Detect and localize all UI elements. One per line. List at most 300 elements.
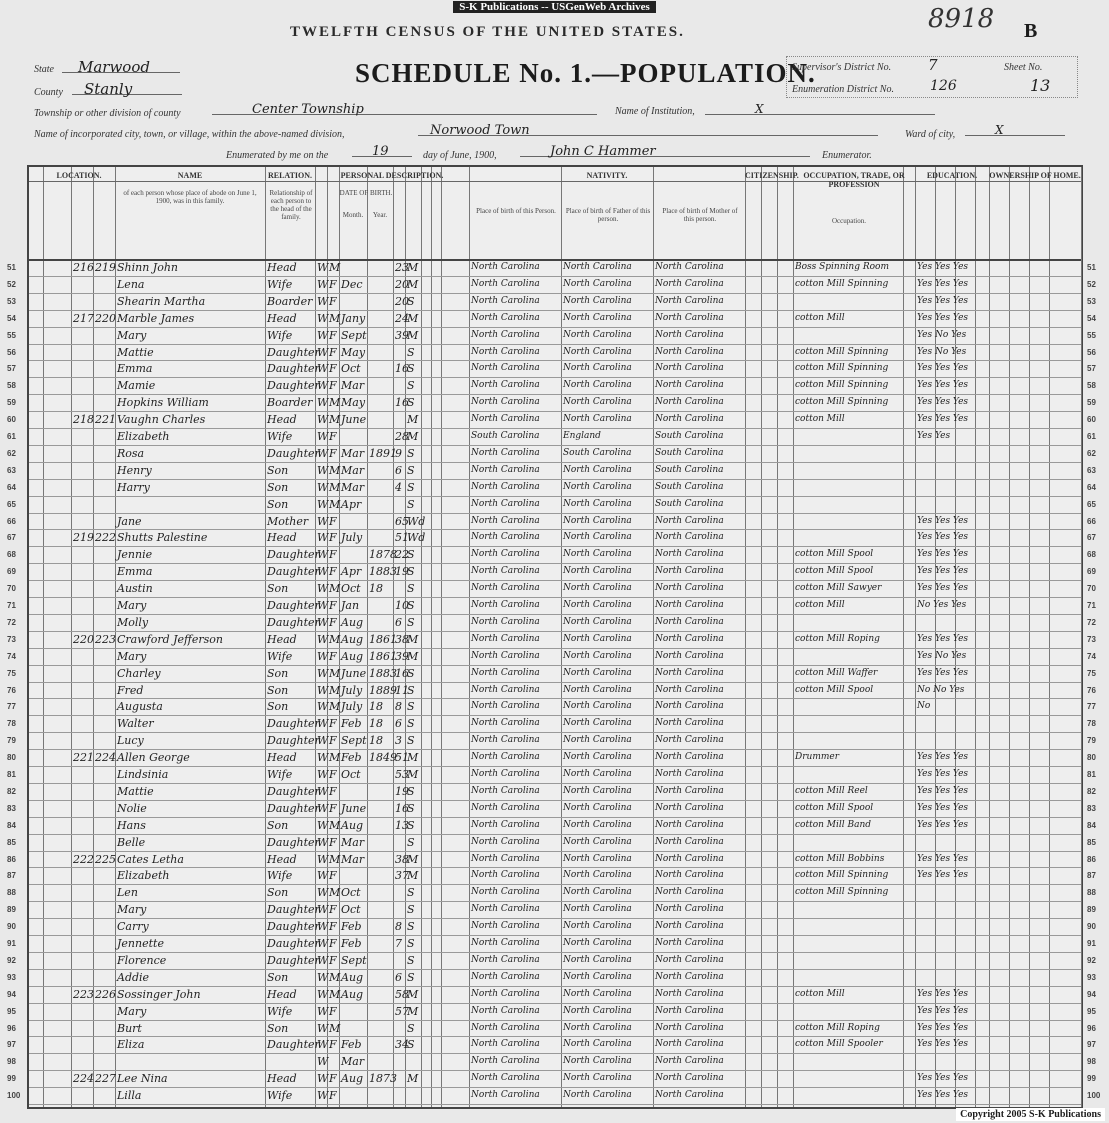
cell-edu: Yes Yes Yes — [917, 363, 969, 374]
cell-sex: F — [329, 869, 337, 883]
row-number: 73 — [7, 634, 16, 644]
cell-cond: S — [407, 362, 415, 376]
cell-color: W — [317, 987, 329, 1001]
row-number-right: 86 — [1087, 854, 1096, 864]
cell-age: 39 — [395, 649, 409, 663]
cell-sex: M — [329, 818, 341, 832]
cell-occ: cotton Mill Spinning — [795, 397, 889, 408]
cell-rel: Daughter — [267, 615, 320, 629]
cell-age: 4 — [395, 480, 402, 494]
cell-mother: North Carolina — [655, 329, 724, 340]
cell-sex: F — [329, 294, 337, 308]
subhead-birth_mother: Place of birth of Mother of this person. — [662, 207, 738, 223]
cell-name: Mary — [117, 599, 147, 612]
row-number: 67 — [7, 533, 16, 543]
cell-birth: North Carolina — [471, 752, 540, 763]
cell-occ: cotton Mill Roping — [795, 633, 880, 644]
cell-month: June — [341, 413, 367, 427]
cell-occ: Boss Spinning Room — [795, 262, 889, 272]
row-number: 80 — [7, 753, 16, 763]
row-number: 96 — [7, 1023, 16, 1033]
row-number-right: 80 — [1087, 753, 1096, 763]
column-rule — [421, 167, 422, 1107]
cell-month: Feb — [341, 717, 362, 731]
cell-month: Mar — [341, 1055, 365, 1069]
cell-mother: North Carolina — [655, 295, 724, 306]
row-number: 99 — [7, 1074, 16, 1084]
cell-color: W — [317, 514, 329, 528]
cell-edu: No Yes Yes — [917, 600, 967, 610]
cell-color: W — [317, 1055, 329, 1069]
column-group-7: OCCUPATION, TRADE, OR PROFESSION — [803, 171, 905, 189]
cell-edu: Yes Yes Yes — [917, 853, 969, 864]
cell-birth: North Carolina — [471, 701, 540, 712]
cell-rel: Son — [267, 497, 289, 511]
cell-edu: Yes Yes Yes — [917, 262, 969, 272]
cell-color: W — [317, 835, 329, 849]
cell-cond: S — [407, 1021, 415, 1035]
cell-month: Oct — [341, 903, 361, 917]
cell-cond: S — [407, 683, 415, 697]
cell-month: Sept — [341, 328, 367, 342]
cell-edu: Yes No Yes — [917, 346, 967, 357]
cell-father: North Carolina — [563, 921, 632, 932]
cell-cond: M — [407, 277, 419, 291]
cell-rel: Daughter — [267, 362, 320, 376]
cell-color: W — [317, 717, 329, 731]
cell-edu: Yes Yes Yes — [917, 397, 969, 408]
row-number-right: 67 — [1087, 533, 1096, 543]
cell-rel: Head — [267, 261, 297, 274]
row-number: 70 — [7, 584, 16, 594]
cell-month: Dec — [341, 277, 363, 291]
row-number-right: 85 — [1087, 837, 1096, 847]
cell-age: 19 — [395, 784, 409, 798]
row-number-right: 81 — [1087, 770, 1096, 779]
cell-birth: North Carolina — [471, 262, 540, 272]
sheet-letter: B — [1024, 20, 1038, 42]
cell-family: 219 — [95, 261, 116, 274]
row-number-right: 58 — [1087, 381, 1096, 391]
cell-sex: M — [329, 413, 341, 427]
row-number: 98 — [7, 1057, 16, 1067]
cell-color: W — [317, 446, 329, 460]
row-number-right: 60 — [1087, 415, 1096, 425]
cell-cond: M — [407, 632, 419, 646]
schedule-title: SCHEDULE No. 1.—POPULATION. — [355, 58, 816, 88]
cell-year: 18 — [369, 717, 383, 731]
row-number-right: 91 — [1087, 939, 1096, 948]
subhead-year: Year. — [372, 211, 388, 219]
cell-cond: S — [407, 565, 415, 579]
cell-age: 6 — [395, 615, 402, 629]
cell-mother: North Carolina — [655, 363, 724, 374]
cell-dwelling: 221 — [73, 751, 94, 765]
cell-birth: North Carolina — [471, 1073, 540, 1084]
column-group-8: EDUCATION. — [926, 171, 978, 180]
enum-month-label: day of June, 1900, — [423, 150, 497, 161]
row-number: 89 — [7, 905, 16, 915]
cell-birth: North Carolina — [471, 938, 540, 948]
row-number: 72 — [7, 617, 16, 627]
cell-rel: Daughter — [267, 345, 320, 359]
cell-father: North Carolina — [563, 667, 632, 678]
column-group-1: LOCATION. — [56, 171, 102, 180]
cell-age: 19 — [395, 565, 409, 579]
row-number: 61 — [7, 432, 16, 441]
enum-district-value: 126 — [930, 78, 957, 94]
cell-color: W — [317, 497, 329, 511]
row-number-right: 83 — [1087, 803, 1096, 813]
cell-rel: Head — [267, 311, 297, 325]
cell-father: North Carolina — [563, 735, 632, 746]
cell-sex: F — [329, 531, 337, 545]
cell-age: 16 — [395, 396, 409, 410]
cell-family: 224 — [95, 751, 116, 765]
cell-color: W — [317, 818, 329, 832]
cell-edu: Yes Yes Yes — [917, 802, 969, 813]
cell-sex: F — [329, 801, 337, 815]
cell-month: Oct — [341, 362, 361, 376]
row-number: 68 — [7, 550, 16, 560]
row-number-right: 64 — [1087, 482, 1096, 492]
cell-occ: cotton Mill Bobbins — [795, 853, 885, 864]
cell-month: Mar — [341, 480, 365, 494]
cell-month: Feb — [341, 1038, 362, 1052]
cell-rel: Daughter — [267, 937, 320, 950]
cell-color: W — [317, 362, 329, 376]
cell-edu: Yes Yes Yes — [917, 870, 969, 881]
cell-sex: M — [329, 987, 341, 1001]
cell-rel: Son — [267, 700, 289, 714]
cell-birth: North Carolina — [471, 481, 540, 492]
cell-name: Cates Letha — [117, 852, 184, 866]
cell-month: Aug — [341, 615, 364, 629]
cell-name: Austin — [117, 582, 153, 596]
cell-sex: F — [329, 1004, 337, 1018]
cell-year: 1861 — [369, 649, 397, 663]
cell-cond: S — [407, 717, 415, 731]
cell-sex: F — [329, 362, 337, 376]
column-rule — [265, 167, 266, 1107]
cell-cond: S — [407, 700, 415, 714]
cell-father: North Carolina — [563, 904, 632, 915]
subhead-birth_self: Place of birth of this Person. — [476, 207, 556, 215]
cell-dwelling: 224 — [73, 1072, 94, 1086]
column-group-6: CITIZENSHIP. — [745, 171, 799, 180]
cell-sex: F — [329, 1089, 337, 1103]
cell-color: W — [317, 599, 329, 612]
cell-year: 1849 — [369, 751, 397, 765]
row-number-right: 89 — [1087, 905, 1096, 915]
cell-edu: Yes Yes Yes — [917, 667, 969, 678]
cell-birth: North Carolina — [471, 785, 540, 796]
column-rule — [561, 167, 562, 1107]
cell-cond: S — [407, 548, 415, 562]
cell-dwelling: 218 — [73, 413, 94, 427]
cell-sex: F — [329, 599, 337, 612]
cell-birth: North Carolina — [471, 667, 540, 678]
cell-occ: cotton Mill Spinning — [795, 346, 889, 357]
row-number-right: 55 — [1087, 330, 1096, 340]
cell-cond: S — [407, 734, 415, 748]
row-number: 82 — [7, 786, 16, 796]
cell-father: North Carolina — [563, 1022, 632, 1033]
row-number: 87 — [7, 871, 16, 881]
cell-color: W — [317, 683, 329, 697]
cell-sex: M — [329, 463, 341, 477]
column-rule — [1081, 167, 1082, 1107]
archive-banner-text: S-K Publications -- USGenWeb Archives — [453, 1, 655, 13]
cell-age: 20 — [395, 294, 409, 308]
cell-edu: Yes Yes Yes — [917, 1073, 969, 1084]
cell-father: North Carolina — [563, 278, 632, 289]
cell-mother: South Carolina — [655, 447, 724, 458]
row-number: 84 — [7, 820, 16, 830]
cell-rel: Daughter — [267, 920, 320, 934]
row-number-right: 94 — [1087, 989, 1096, 999]
cell-occ: cotton Mill Roping — [795, 1022, 880, 1033]
cell-age: 6 — [395, 463, 402, 477]
row-number-right: 82 — [1087, 786, 1096, 796]
row-number: 58 — [7, 381, 16, 391]
cell-name: Shearin Martha — [117, 294, 206, 308]
cell-birth: North Carolina — [471, 329, 540, 340]
cell-edu: Yes Yes Yes — [917, 278, 969, 289]
cell-color: W — [317, 700, 329, 714]
cell-birth: South Carolina — [471, 431, 540, 441]
cell-name: Augusta — [117, 700, 163, 714]
cell-color: W — [317, 1038, 329, 1052]
cell-father: North Carolina — [563, 329, 632, 340]
row-number-right: 59 — [1087, 398, 1096, 408]
cell-father: North Carolina — [563, 380, 632, 391]
row-number-right: 61 — [1087, 432, 1096, 441]
cell-father: North Carolina — [563, 262, 632, 272]
cell-cond: S — [407, 953, 415, 967]
row-number-right: 68 — [1087, 550, 1096, 560]
cell-birth: North Carolina — [471, 1039, 540, 1050]
cell-mother: North Carolina — [655, 988, 724, 999]
cell-color: W — [317, 531, 329, 545]
county-value: Stanly — [84, 80, 133, 98]
cell-edu: Yes Yes Yes — [917, 1022, 969, 1033]
cell-color: W — [317, 649, 329, 663]
cell-family: 220 — [95, 311, 116, 325]
cell-birth: North Carolina — [471, 346, 540, 357]
row-number-right: 72 — [1087, 617, 1096, 627]
cell-father: North Carolina — [563, 650, 632, 661]
cell-year: 18 — [369, 734, 383, 748]
row-number: 51 — [7, 263, 16, 272]
cell-edu: Yes Yes — [917, 431, 951, 441]
institution-value: X — [755, 102, 764, 116]
cell-name: Marble James — [117, 311, 195, 325]
cell-age: 57 — [395, 1004, 409, 1018]
cell-cond: S — [407, 801, 415, 815]
ward-value: X — [995, 123, 1004, 137]
state-value: Marwood — [78, 58, 150, 76]
cell-father: North Carolina — [563, 549, 632, 560]
cell-sex: M — [329, 1021, 341, 1035]
subhead-relation: Relationship of each person to the head of the family. — [269, 189, 313, 221]
cell-mother: North Carolina — [655, 1022, 724, 1033]
cell-sex: F — [329, 717, 337, 731]
row-number: 76 — [7, 685, 16, 695]
cell-year: 1873 — [369, 1072, 397, 1086]
cell-birth: North Carolina — [471, 1005, 540, 1016]
cell-name: Elizabeth — [117, 430, 170, 443]
cell-dwelling: 216 — [73, 261, 94, 274]
cell-name: Elizabeth — [117, 869, 170, 883]
cell-birth: North Carolina — [471, 650, 540, 661]
cell-cond: S — [407, 396, 415, 410]
cell-name: Fred — [117, 683, 144, 697]
cell-month: Mar — [341, 463, 365, 477]
cell-birth: North Carolina — [471, 397, 540, 408]
cell-birth: North Carolina — [471, 1090, 540, 1101]
cell-color: W — [317, 953, 329, 967]
cell-sex: F — [329, 345, 337, 359]
cell-father: North Carolina — [563, 870, 632, 881]
cell-family: 221 — [95, 413, 116, 427]
cell-mother: North Carolina — [655, 1056, 724, 1067]
cell-cond: M — [407, 1072, 419, 1086]
cell-cond: Wd — [407, 514, 426, 528]
row-rule — [29, 1104, 1081, 1105]
cell-color: W — [317, 734, 329, 748]
cell-mother: North Carolina — [655, 819, 724, 830]
cell-rel: Son — [267, 666, 289, 680]
cell-name: Mamie — [117, 379, 156, 393]
cell-age: 38 — [395, 852, 409, 866]
row-number: 77 — [7, 702, 16, 712]
cell-rel: Daughter — [267, 734, 320, 748]
cell-name: Henry — [117, 463, 152, 477]
row-number: 52 — [7, 279, 16, 289]
cell-year: 1861 — [369, 632, 397, 646]
cell-color: W — [317, 396, 329, 410]
cell-rel: Head — [267, 987, 297, 1001]
cell-father: North Carolina — [563, 312, 632, 323]
cell-mother: North Carolina — [655, 769, 724, 779]
cell-color: W — [317, 869, 329, 883]
cell-sex: F — [329, 548, 337, 562]
cell-age: 39 — [395, 328, 409, 342]
cell-name: Lena — [117, 277, 145, 291]
row-number: 74 — [7, 651, 16, 661]
cell-name: Lucy — [117, 734, 144, 748]
county-field — [72, 80, 182, 98]
subhead-birth: DATE OF BIRTH. — [339, 189, 393, 197]
cell-color: W — [317, 277, 329, 291]
cell-rel: Daughter — [267, 903, 320, 917]
cell-sex: M — [329, 666, 341, 680]
cell-rel: Boarder — [267, 396, 313, 410]
cell-month: May — [341, 396, 366, 410]
cell-cond: M — [407, 261, 419, 274]
cell-month: Aug — [341, 1072, 364, 1086]
column-group-4: PERSONAL DESCRIPTION. — [340, 171, 444, 180]
institution-field — [705, 100, 935, 115]
cell-color: W — [317, 784, 329, 798]
cell-year: 1883 — [369, 565, 397, 579]
cell-rel: Head — [267, 413, 297, 427]
cell-month: June — [341, 801, 367, 815]
cell-mother: North Carolina — [655, 600, 724, 610]
cell-age: 24 — [395, 311, 409, 325]
cell-age: 10 — [395, 599, 409, 612]
cell-name: Mary — [117, 328, 147, 342]
cell-sex: F — [329, 734, 337, 748]
cell-family: 226 — [95, 987, 116, 1001]
cell-father: North Carolina — [563, 515, 632, 526]
cell-father: North Carolina — [563, 397, 632, 408]
cell-name: Shutts Palestine — [117, 531, 208, 545]
cell-father: North Carolina — [563, 566, 632, 577]
cell-name: Hans — [117, 818, 146, 832]
cell-rel: Daughter — [267, 801, 320, 815]
cell-rel: Wife — [267, 768, 293, 781]
cell-edu: Yes Yes Yes — [917, 295, 969, 306]
cell-edu: No No Yes — [917, 684, 965, 695]
cell-sex: M — [329, 261, 341, 274]
cell-name: Len — [117, 886, 138, 900]
column-group-9: OWNERSHIP OF HOME. — [989, 171, 1081, 180]
cell-month: Mar — [341, 835, 365, 849]
cell-birth: North Carolina — [471, 447, 540, 458]
cell-father: North Carolina — [563, 600, 632, 610]
enum-day: 19 — [372, 144, 389, 159]
cell-edu: Yes No Yes — [917, 650, 967, 661]
cell-name: Belle — [117, 835, 146, 849]
enum-district-label: Enumeration District No. — [792, 84, 894, 95]
cell-month: Feb — [341, 920, 362, 934]
cell-name: Jennette — [117, 937, 164, 950]
cell-edu: No — [917, 701, 931, 712]
cell-father: North Carolina — [563, 938, 632, 948]
row-number: 54 — [7, 313, 16, 323]
cell-rel: Son — [267, 582, 289, 596]
cell-cond: S — [407, 497, 415, 511]
cell-family: 222 — [95, 531, 116, 545]
cell-age: 53 — [395, 768, 409, 781]
cell-color: W — [317, 1089, 329, 1103]
cell-month: Aug — [341, 970, 364, 984]
cell-sex: F — [329, 920, 337, 934]
cell-father: North Carolina — [563, 532, 632, 543]
cell-father: North Carolina — [563, 819, 632, 830]
row-number-right: 77 — [1087, 702, 1096, 712]
subhead-birth_father: Place of birth of Father of this person. — [565, 207, 651, 223]
township-value: Center Township — [252, 102, 364, 117]
enum-day-field — [352, 142, 412, 157]
cell-name: Sossinger John — [117, 987, 201, 1001]
cell-birth: North Carolina — [471, 532, 540, 543]
cell-mother: North Carolina — [655, 278, 724, 289]
cell-occ: cotton Mill Spooler — [795, 1039, 883, 1050]
cell-sex: F — [329, 937, 337, 950]
cell-sex: F — [329, 1038, 337, 1052]
cell-age: 8 — [395, 920, 402, 934]
cell-rel: Wife — [267, 430, 293, 443]
cell-cond: S — [407, 666, 415, 680]
cell-birth: North Carolina — [471, 549, 540, 560]
cell-occ: cotton Mill — [795, 600, 845, 610]
cell-birth: North Carolina — [471, 1056, 540, 1067]
row-number: 85 — [7, 837, 16, 847]
cell-mother: North Carolina — [655, 515, 724, 526]
